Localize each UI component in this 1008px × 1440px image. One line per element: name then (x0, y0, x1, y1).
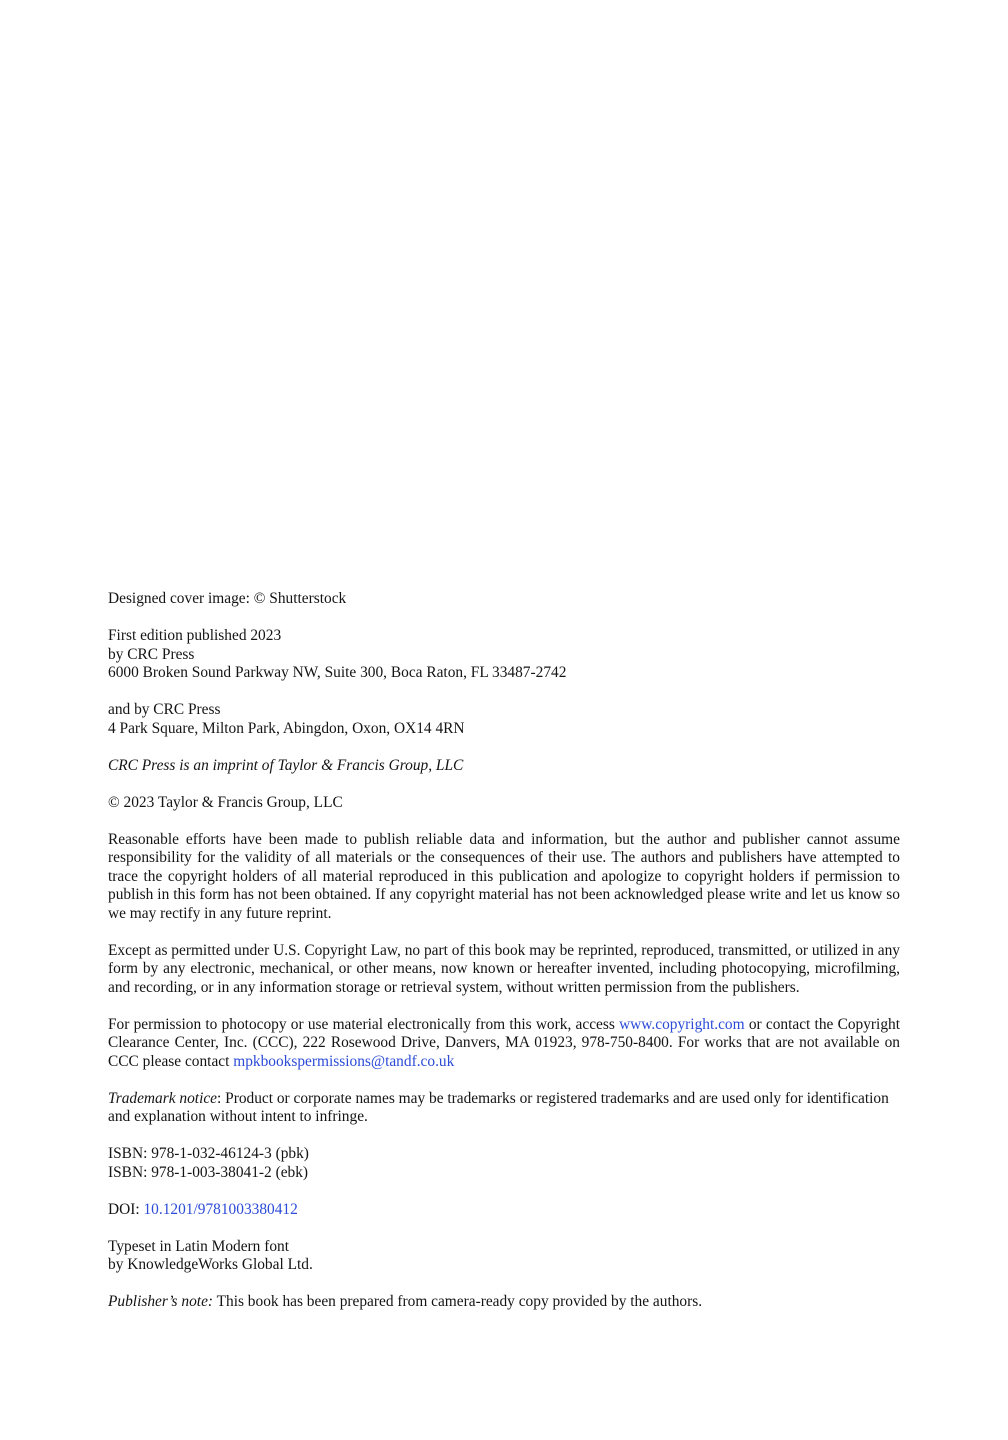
trademark-paragraph (108, 1090, 900, 1127)
permission-text-middle: or contact the Copyright Clearance Center, Inc. (CCC), 222 Rosewood Drive, Danvers, MA 01923, 978-750-8400. For works that are not available on CCC please contact (108, 1015, 900, 1070)
trademark-text: : Product or corporate names may be trademarks or registered trademarks and are used only for identification and explanation without intent to infringe. (108, 1089, 889, 1125)
doi-block (108, 1201, 900, 1220)
isbn-pbk: ISBN: 978-1-032-46124-3 (pbk) (108, 1145, 309, 1162)
copyright-com-link[interactable]: www.copyright.com (619, 1015, 745, 1033)
copyright-block (108, 794, 900, 813)
publisher-note-label: Publisher’s note: (108, 1293, 214, 1310)
doi-label: DOI: (108, 1200, 144, 1218)
permission-text-start: For permission to photocopy or use material electronically from this work, access (108, 1015, 620, 1033)
copyright-page (108, 590, 900, 1330)
typeset-font-line: Typeset in Latin Modern font (108, 1237, 290, 1255)
edition-block (108, 627, 900, 683)
second-publisher-name: and by CRC Press (108, 701, 221, 718)
second-publisher-address: 4 Park Square, Milton Park, Abingdon, Oxon, OX14 4RN (108, 719, 465, 737)
copyright-statement: © 2023 Taylor & Francis Group, LLC (108, 793, 343, 811)
doi-link[interactable]: 10.1201/9781003380412 (143, 1200, 298, 1218)
publisher-note-text: This book has been prepared from camera-ready copy provided by the authors. (213, 1293, 703, 1310)
typeset-block (108, 1238, 900, 1275)
cover-credit: Designed cover image: © Shutterstock (108, 590, 347, 607)
disclaimer-paragraph: Reasonable efforts have been made to publish reliable data and information, but the author and publisher cannot assume responsibility for the validity of all materials or the consequences of their use. The authors and publishers have attempted to trace the copyright holders of all material reproduced in this publication and apologize to copyright holders if permission to publish in this form has not been obtained. If any copyright material has not been acknowledged please write and let us know so we may rectify in any future reprint. (108, 830, 900, 922)
imprint-statement: CRC Press is an imprint of Taylor & Francis Group, LLC (108, 756, 464, 774)
publisher-note-block (108, 1293, 900, 1312)
publisher-address: 6000 Broken Sound Parkway NW, Suite 300, Boca Raton, FL 33487-2742 (108, 664, 567, 681)
edition-line: First edition published 2023 (108, 627, 282, 644)
cover-credit-block (108, 590, 900, 609)
trademark-label: Trademark notice (108, 1089, 218, 1107)
publisher-name: by CRC Press (108, 645, 195, 663)
imprint-block (108, 757, 900, 776)
isbn-ebk: ISBN: 978-1-003-38041-2 (ebk) (108, 1163, 309, 1181)
permissions-email-link[interactable]: mpkbookspermissions@tandf.co.uk (233, 1052, 455, 1070)
rights-paragraph: Except as permitted under U.S. Copyright Law, no part of this book may be reprinted, reproduced, transmitted, or utilized in any form by any electronic, mechanical, or other means, now known or hereafter invented, including photocopying, microfilming, and recording, or in any information storage or retrieval system, without written permission from the publishers. (108, 941, 900, 996)
isbn-block (108, 1145, 900, 1182)
permission-paragraph (108, 1016, 900, 1072)
second-publisher-block (108, 701, 900, 738)
typeset-by-line: by KnowledgeWorks Global Ltd. (108, 1256, 313, 1273)
